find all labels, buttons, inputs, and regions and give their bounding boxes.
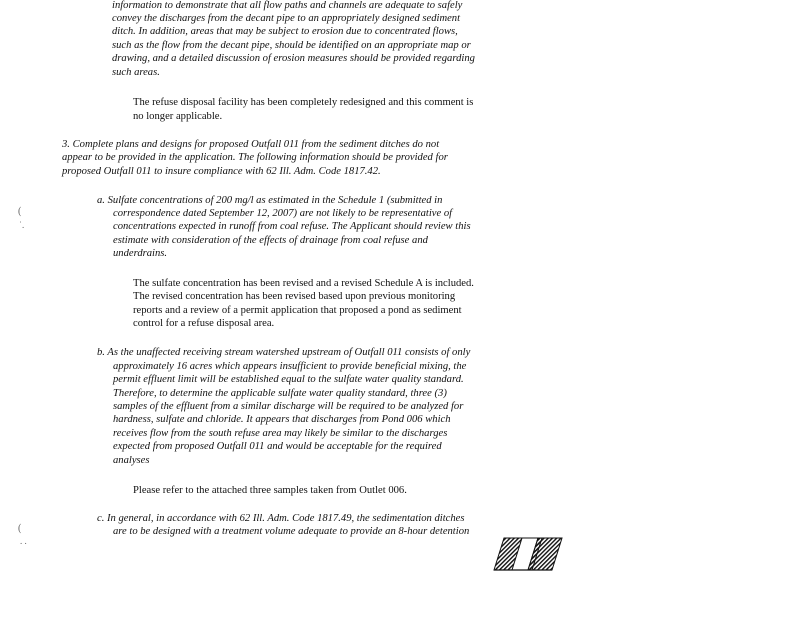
item-c-line: are to be designed with a treatment volume adequate to provide an 8-hour detention <box>113 526 470 537</box>
item-b-line: receives flow from the south refuse area may likely be similar to the discharges <box>113 428 448 439</box>
corner-stamp-graphic <box>492 534 564 574</box>
margin-mark: ˙. <box>19 220 25 230</box>
response-b-line: Please refer to the attached three samples taken from Outlet 006. <box>133 485 407 496</box>
item-b-line: b. As the unaffected receiving stream watershed upstream of Outfall 011 consists of only <box>97 347 471 358</box>
item-b-line: approximately 16 acres which appears insufficient to provide beneficial mixing, the <box>113 361 467 372</box>
item-b-line: analyses <box>113 455 150 466</box>
comment-intro-line: information to demonstrate that all flow paths and channels are adequate to safely <box>112 0 463 11</box>
item-c-line: c. In general, in accordance with 62 Ill. Adm. Code 1817.49, the sedimentation ditches <box>97 513 465 524</box>
response-intro-line: no longer applicable. <box>133 111 223 122</box>
response-a-line: The sulfate concentration has been revised and a revised Schedule A is included. <box>133 278 474 289</box>
margin-mark: . . <box>20 536 27 546</box>
item-b-line: Therefore, to determine the applicable sulfate water quality standard, three (3) <box>113 388 447 399</box>
item-a-line: correspondence dated September 12, 2007) are not likely to be representative of <box>113 208 453 219</box>
response-intro-line: The refuse disposal facility has been completely redesigned and this comment is <box>133 97 474 108</box>
item-a-line: concentrations expected in runoff from coal refuse. The Applicant should review this <box>113 221 471 232</box>
margin-mark: ( <box>18 206 22 217</box>
response-a-line: reports and a review of a permit application that proposed a pond as sediment <box>133 305 462 316</box>
comment-intro-line: convey the discharges from the decant pipe to an appropriately designed sediment <box>112 13 461 24</box>
item-a-line: underdrains. <box>113 248 168 259</box>
item3-line: appear to be provided in the application. The following information should be provided for <box>62 152 448 163</box>
margin-mark: ( <box>18 523 22 534</box>
item-b-line: hardness, sulfate and chloride. It appears that discharges from Pond 006 which <box>113 414 451 425</box>
item-b-line: samples of the effluent from a similar discharge will be required to be analyzed for <box>113 401 464 412</box>
item-a-line: estimate with consideration of the effects of drainage from coal refuse and <box>113 235 428 246</box>
comment-intro-line: ditch. In addition, areas that may be subject to erosion due to concentrated flows, <box>112 26 458 37</box>
item-b-line: permit effluent limit will be established equal to the sulfate water quality standard. <box>113 374 464 385</box>
item-a-line: a. Sulfate concentrations of 200 mg/l as estimated in the Schedule 1 (submitted in <box>97 195 443 206</box>
comment-intro-line: such areas. <box>112 67 160 78</box>
comment-intro-line: such as the flow from the decant pipe, should be identified on an appropriate map or <box>112 40 471 51</box>
item-b-line: expected from proposed Outfall 011 and would be acceptable for the required <box>113 441 442 452</box>
response-a-line: control for a refuse disposal area. <box>133 318 275 329</box>
response-a-line: The revised concentration has been revised based upon previous monitoring <box>133 291 456 302</box>
item3-line: 3. Complete plans and designs for proposed Outfall 011 from the sediment ditches do not <box>62 139 440 150</box>
item3-line: proposed Outfall 011 to insure compliance with 62 Ill. Adm. Code 1817.42. <box>62 166 381 177</box>
comment-intro-line: drawing, and a detailed discussion of erosion measures should be provided regarding <box>112 53 475 64</box>
